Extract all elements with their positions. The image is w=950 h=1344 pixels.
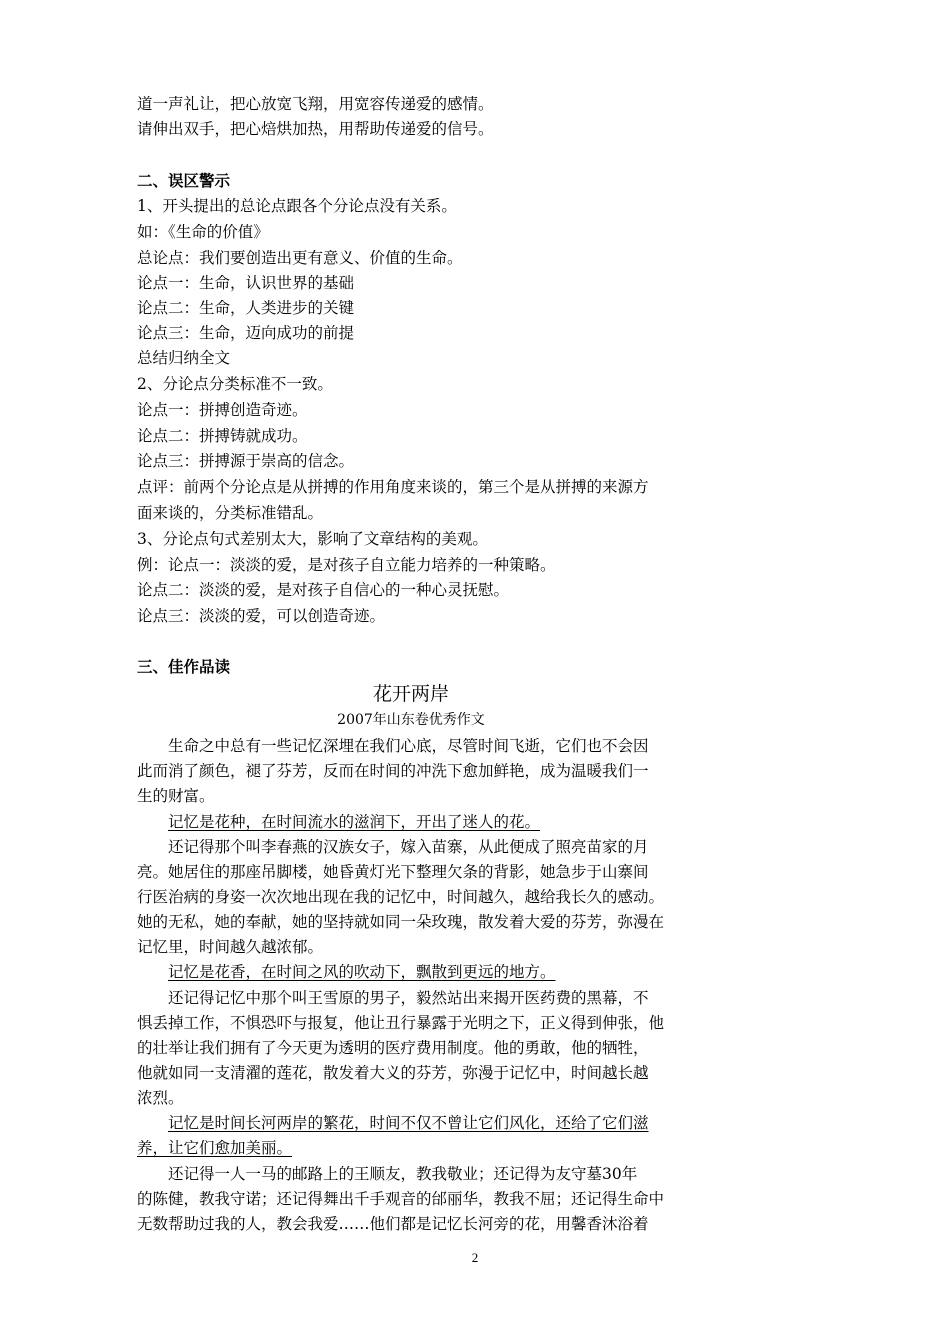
text-line: 例：论点一：淡淡的爱，是对孩子自立能力培养的一种策略。 bbox=[137, 556, 556, 574]
text-line: 面来谈的，分类标准错乱。 bbox=[137, 504, 324, 522]
underlined-line: 记忆是花香，在时间之风的吹动下，飘散到更远的地方。 bbox=[168, 963, 556, 981]
text-line: 还记得一人一马的邮路上的王顺友，教我敬业；还记得为友守墓30年 bbox=[168, 1165, 638, 1183]
essay-subtitle: 2007年山东卷优秀作文 bbox=[337, 712, 485, 728]
text-line: 记忆里，时间越久越浓郁。 bbox=[137, 938, 324, 956]
text-line: 还记得记忆中那个叫王雪原的男子，毅然站出来揭开医药费的黑幕，不 bbox=[168, 989, 649, 1007]
text-line: 亮。她居住的那座吊脚楼，她昏黄灯光下整理欠条的背影，她急步于山寨间 bbox=[137, 863, 649, 881]
section-heading-pitfalls: 二、误区警示 bbox=[137, 171, 231, 190]
text-line: 论点一：拼搏创造奇迹。 bbox=[137, 401, 308, 419]
text-line: 2、分论点分类标准不一致。 bbox=[137, 375, 333, 393]
text-line: 论点三：淡淡的爱，可以创造奇迹。 bbox=[137, 607, 386, 625]
text-line: 浓烈。 bbox=[137, 1089, 184, 1107]
text-line: 生命之中总有一些记忆深埋在我们心底，尽管时间飞逝，它们也不会因 bbox=[168, 737, 649, 755]
text-line: 论点二：生命，人类进步的关键 bbox=[137, 299, 355, 317]
underlined-line: 记忆是时间长河两岸的繁花，时间不仅不曾让它们风化，还给了它们滋 bbox=[168, 1114, 649, 1132]
text-line: 1、开头提出的总论点跟各个分论点没有关系。 bbox=[137, 197, 457, 215]
text-line: 论点二：拼搏铸就成功。 bbox=[137, 427, 308, 445]
text-line: 惧丢掉工作，不惧恐吓与报复，他让丑行暴露于光明之下，正义得到伸张，他 bbox=[137, 1014, 665, 1032]
text-line: 她的无私，她的奉献，她的坚持就如同一朵玫瑰，散发着大爱的芬芳，弥漫在 bbox=[137, 913, 665, 931]
text-line: 点评：前两个分论点是从拼搏的作用角度来谈的，第三个是从拼搏的来源方 bbox=[137, 478, 649, 496]
text-line: 论点二：淡淡的爱，是对孩子自信心的一种心灵抚慰。 bbox=[137, 581, 510, 599]
section-heading-reading: 三、佳作品读 bbox=[137, 657, 231, 676]
text-line: 请伸出双手，把心焙烘加热，用帮助传递爱的信号。 bbox=[137, 120, 494, 138]
underlined-line: 养，让它们愈加美丽。 bbox=[137, 1139, 293, 1157]
text-line: 的陈健，教我守诺；还记得舞出千手观音的邰丽华，教我不屈；还记得生命中 bbox=[137, 1190, 665, 1208]
text-line: 如：《生命的价值》 bbox=[137, 223, 269, 241]
underlined-line: 记忆是花种，在时间流水的滋润下，开出了迷人的花。 bbox=[168, 813, 541, 831]
essay-title: 花开两岸 bbox=[372, 683, 449, 705]
text-line: 总论点：我们要创造出更有意义、价值的生命。 bbox=[137, 249, 463, 267]
text-line: 生的财富。 bbox=[137, 787, 215, 805]
text-line: 他就如同一支清濯的莲花，散发着大义的芬芳，弥漫于记忆中，时间越长越 bbox=[137, 1064, 649, 1082]
text-line: 此而消了颜色，褪了芬芳，反而在时间的冲洗下愈加鲜艳，成为温暖我们一 bbox=[137, 762, 649, 780]
text-line: 行医治病的身姿一次次地出现在我的记忆中，时间越久，越给我长久的感动。 bbox=[137, 888, 665, 906]
text-line: 论点三：拼搏源于崇高的信念。 bbox=[137, 452, 355, 470]
text-line: 的壮举让我们拥有了今天更为透明的医疗费用制度。他的勇敢，他的牺牲， bbox=[137, 1039, 649, 1057]
text-line: 道一声礼让，把心放宽飞翔，用宽容传递爱的感情。 bbox=[137, 95, 494, 113]
page-number: 2 bbox=[471, 1250, 479, 1265]
text-line: 无数帮助过我的人，教会我爱……他们都是记忆长河旁的花，用馨香沐浴着 bbox=[137, 1215, 649, 1233]
text-line: 3、分论点句式差别太大，影响了文章结构的美观。 bbox=[137, 530, 488, 548]
text-line: 论点三：生命，迈向成功的前提 bbox=[137, 324, 355, 342]
text-line: 总结归纳全文 bbox=[137, 349, 231, 367]
text-line: 还记得那个叫李春燕的汉族女子，嫁入苗寨，从此便成了照亮苗家的月 bbox=[168, 838, 649, 856]
text-line: 论点一：生命，认识世界的基础 bbox=[137, 274, 355, 292]
